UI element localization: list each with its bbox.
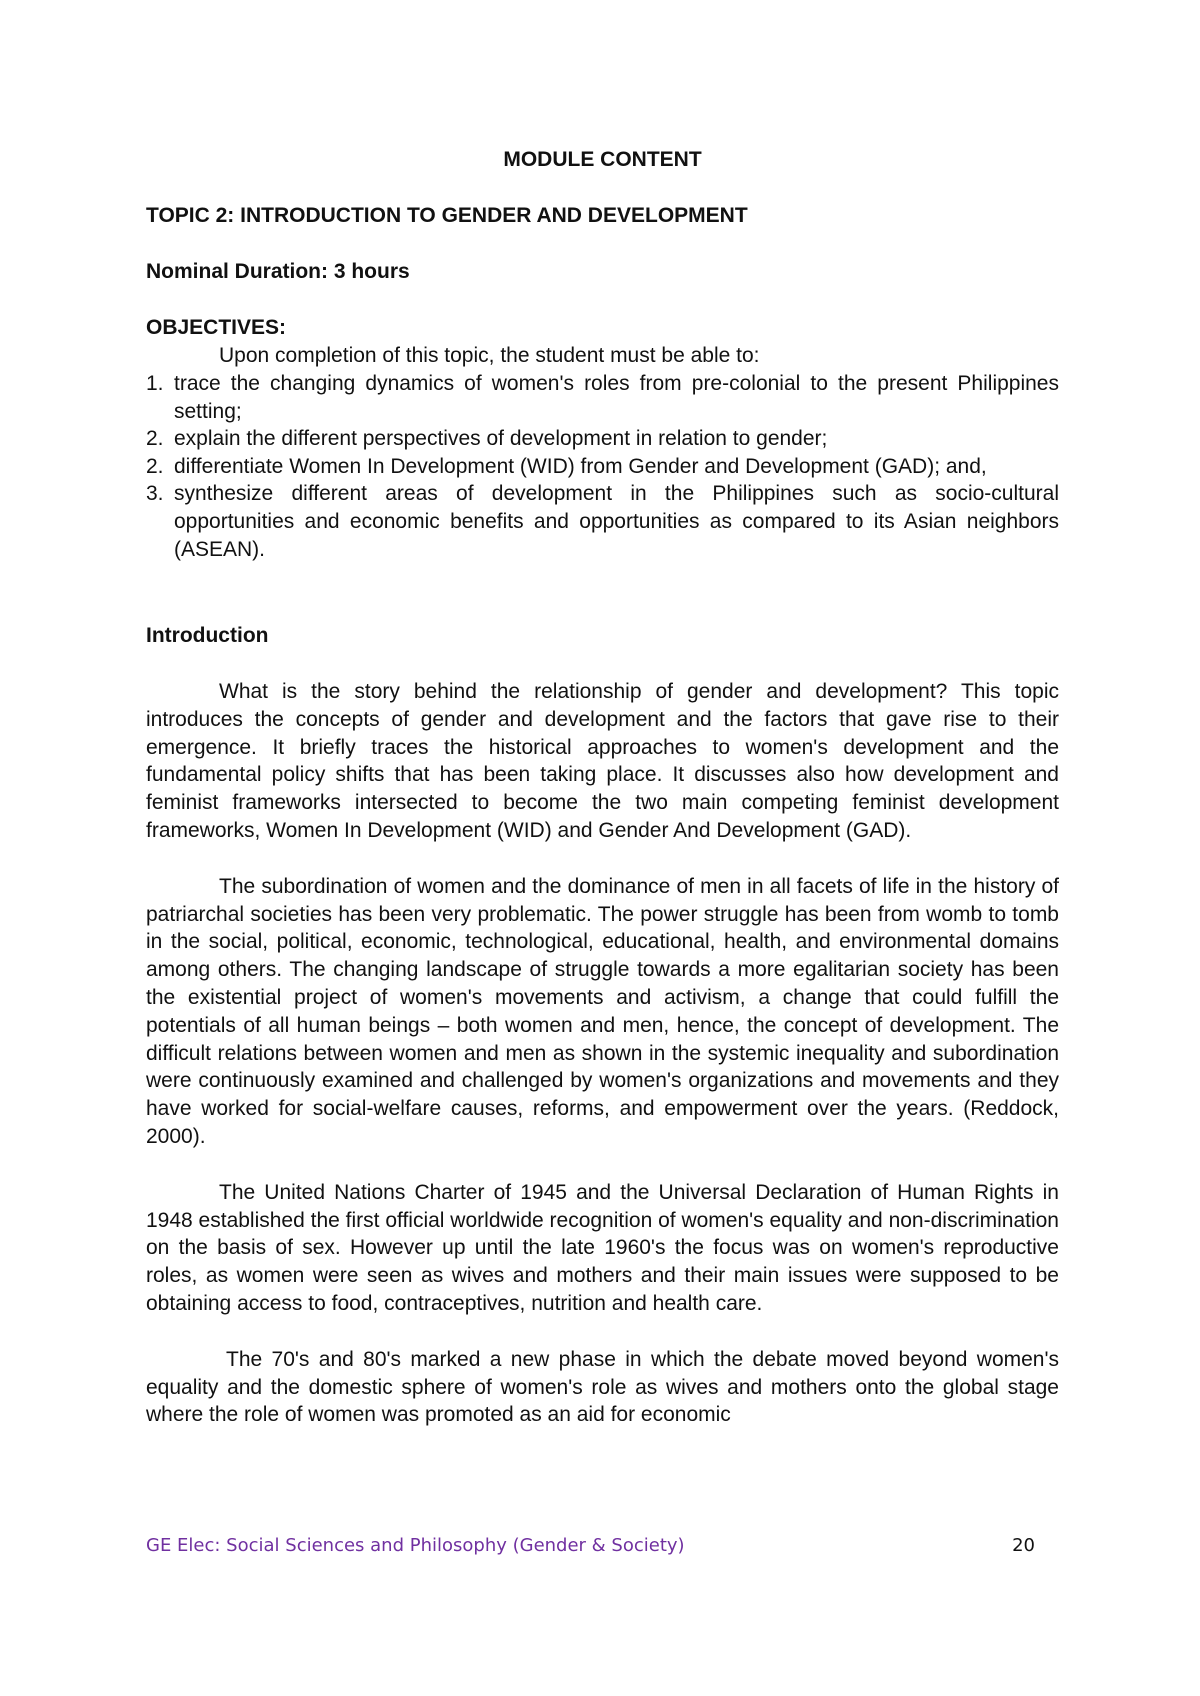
objective-number: 2. [146, 454, 164, 478]
objective-number: 1. [146, 372, 164, 395]
objective-text: trace the changing dynamics of women's roles from pre-colonial to the present Philippines setting; [174, 372, 1059, 423]
objective-number: 3. [146, 482, 164, 506]
objective-number: 2. [146, 427, 164, 451]
objectives-heading: OBJECTIVES: [146, 316, 287, 339]
document-page [146, 0, 1059, 1696]
page-footer [146, 1532, 1059, 1560]
introduction-heading: Introduction [146, 624, 269, 647]
body-paragraph: The 70's and 80's marked a new phase in which the debate moved beyond women's equality and the domestic sphere of women's role as wives and mothers onto the global stage where the role of women was promoted as an aid for economic [146, 1347, 1059, 1427]
page-number: 20 [1012, 1535, 1035, 1556]
footer-course-title: GE Elec: Social Sciences and Philosophy (Gender & Society) [146, 1535, 685, 1556]
objectives-intro: Upon completion of this topic, the student must be able to: [219, 344, 760, 367]
introduction-body [146, 678, 1059, 1457]
objective-text: synthesize different areas of development in the Philippines such as socio-cultural opportunities and economic benefits and opportunities as compared to its Asian neighbors (ASEAN). [174, 482, 1059, 561]
objective-item [146, 425, 1059, 453]
objective-item [146, 480, 1059, 563]
objectives-list [146, 370, 1059, 563]
nominal-duration: Nominal Duration: 3 hours [146, 260, 410, 283]
objective-item [146, 370, 1059, 425]
module-title: MODULE CONTENT [503, 148, 702, 171]
body-paragraph: The subordination of women and the dominance of men in all facets of life in the history of patriarchal societies has been very problematic. The power struggle has been from womb to tomb in the social, political, economic, technological, educational, health, and environmental domains among others. The changing landscape of struggle towards a more egalitarian society has been the existential project of women's movements and activism, a change that could fulfill the potentials of all human beings – both women and men, hence, the concept of development. The difficult relations between women and men as shown in the systemic inequality and subordination were continuously examined and challenged by women's organizations and movements and they have worked for social-welfare causes, reforms, and empowerment over the years. (Reddock, 2000). [146, 874, 1059, 1148]
body-paragraph: What is the story behind the relationship of gender and development? This topic introduces the concepts of gender and development and the factors that gave rise to their emergence. It briefly traces the historical approaches to women's development and the fundamental policy shifts that has been taking place. It discusses also how development and feminist frameworks intersected to become the two main competing feminist development frameworks, Women In Development (WID) and Gender And Development (GAD). [146, 680, 1059, 842]
objective-item [146, 453, 1059, 481]
objective-text: differentiate Women In Development (WID) from Gender and Development (GAD); and, [174, 454, 987, 478]
topic-title: TOPIC 2: INTRODUCTION TO GENDER AND DEVELOPMENT [146, 204, 748, 227]
objective-text: explain the different perspectives of development in relation to gender; [174, 427, 828, 451]
body-paragraph: The United Nations Charter of 1945 and the Universal Declaration of Human Rights in 1948 established the first official worldwide recognition of women's equality and non-discrimination on the basis of sex. However up until the late 1960's the focus was on women's reproductive roles, as women were seen as wives and mothers and their main issues were supposed to be obtaining access to food, contraceptives, nutrition and health care. [146, 1180, 1059, 1315]
